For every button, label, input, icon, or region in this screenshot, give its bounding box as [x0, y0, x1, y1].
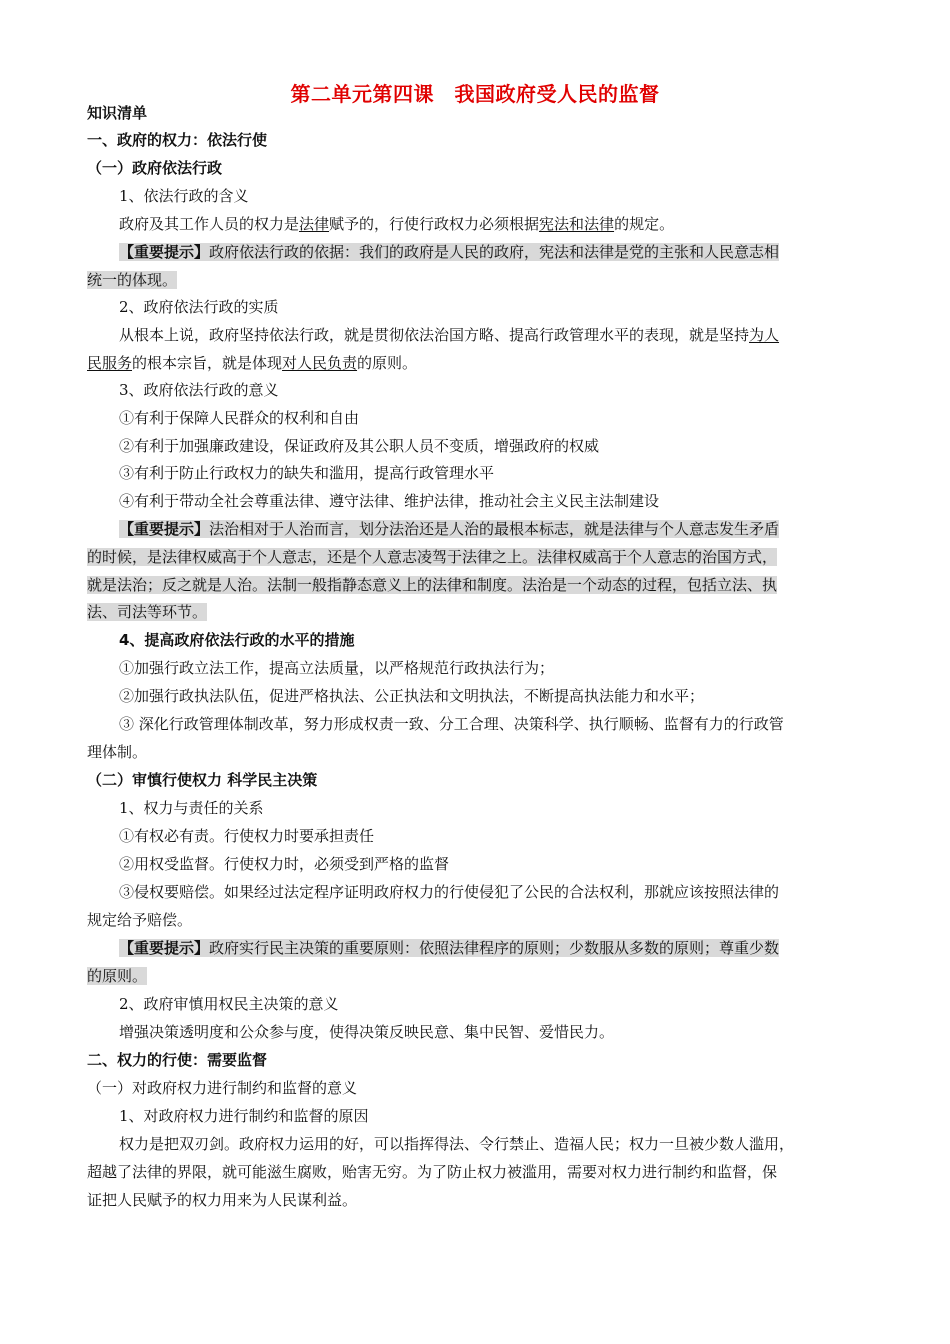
text-run: 的原则。	[357, 354, 418, 372]
section-2-heading: 二、权力的行使：需要监督	[87, 1051, 268, 1069]
underlined-term: 宪法和法律	[539, 215, 615, 233]
list-item: ②有利于加强廉政建设，保证政府及其公职人员不变质，增强政府的权威	[119, 437, 600, 455]
point-2-line-1	[119, 324, 867, 346]
point-1-title: 1、依法行政的含义	[119, 187, 249, 205]
tip-label: 【重要提示】	[119, 520, 210, 538]
tip-3-highlight	[119, 939, 779, 957]
point-1-title: 1、权力与责任的关系	[119, 799, 264, 817]
tip-text: 法治相对于人治而言，划分法治还是人治的最根本标志，就是法律与个人意志发生矛盾	[209, 520, 780, 538]
text-run: 政府及其工作人员的权力是	[119, 215, 300, 233]
point-2-title: 2、政府依法行政的实质	[119, 298, 279, 316]
tip-2-line-3	[87, 574, 867, 596]
page-title: 第二单元第四课 我国政府受人民的监督	[290, 82, 660, 106]
list-item: ③ 深化行政管理体制改革，努力形成权责一致、分工合理、决策科学、执行顺畅、监督有力的行政管	[119, 715, 784, 733]
tip-label: 【重要提示】	[119, 243, 210, 261]
tip-1-line-1	[119, 241, 867, 263]
text-run: 的规定。	[614, 215, 675, 233]
tip-2-line-2	[87, 546, 867, 568]
point-1-title: 1、对政府权力进行制约和监督的原因	[119, 1107, 369, 1125]
paragraph-line: 超越了法律的界限，就可能滋生腐败，贻害无穷。为了防止权力被滥用，需要对权力进行制约和监督，保	[87, 1163, 778, 1181]
text-run: 赋予的，行使行政权力必须根据	[329, 215, 540, 233]
tip-2-line-4	[87, 601, 867, 623]
underlined-term: 为人	[749, 326, 780, 344]
point-2-title: 2、政府审慎用权民主决策的意义	[119, 995, 339, 1013]
tip-3-line-1	[119, 937, 867, 959]
tip-label: 【重要提示】	[119, 939, 210, 957]
knowledge-list-label: 知识清单	[87, 104, 148, 122]
tip-3-line-2	[87, 965, 867, 987]
underlined-term: 民服务	[87, 354, 133, 372]
point-2-line-2	[87, 352, 867, 374]
tip-1-highlight	[119, 243, 779, 261]
tip-2-highlight	[119, 520, 779, 538]
list-item: ③有利于防止行政权力的缺失和滥用，提高行政管理水平	[119, 464, 495, 482]
tip-text: 政府实行民主决策的重要原则：依照法律程序的原则；少数服从多数的原则；尊重少数	[209, 939, 780, 957]
tip-text: 政府依法行政的依据：我们的政府是人民的政府，宪法和法律是党的主张和人民意志相	[209, 243, 780, 261]
underlined-term: 对人民负责	[282, 354, 358, 372]
list-item: ①有权必有责。行使权力时要承担责任	[119, 827, 375, 845]
list-item-continuation: 规定给予赔偿。	[87, 911, 193, 929]
point-3-title: 3、政府依法行政的意义	[119, 381, 279, 399]
underlined-term: 法律	[299, 215, 330, 233]
subsection-2-1-heading: （一）对政府权力进行制约和监督的意义	[87, 1079, 358, 1097]
subsection-1-2-heading: （二）审慎行使权力 科学民主决策	[87, 771, 318, 789]
list-item: ②用权受监督。行使权力时，必须受到严格的监督	[119, 855, 450, 873]
paragraph-line: 权力是把双刃剑。政府权力运用的好，可以指挥得法、令行禁止、造福人民；权力一旦被少数人滥用，	[119, 1135, 795, 1153]
tip-text: 的原则。	[87, 967, 148, 985]
list-item: ①有利于保障人民群众的权利和自由	[119, 409, 360, 427]
tip-text: 法、司法等环节。	[87, 603, 208, 621]
section-1-heading: 一、政府的权力：依法行使	[87, 131, 268, 149]
subsection-1-1-heading: （一）政府依法行政	[87, 159, 223, 177]
point-2-text: 增强决策透明度和公众参与度，使得决策反映民意、集中民智、爱惜民力。	[119, 1023, 615, 1041]
list-item: ②加强行政执法队伍，促进严格执法、公正执法和文明执法，不断提高执法能力和水平；	[119, 687, 705, 705]
point-1-text	[119, 213, 867, 235]
tip-1-line-2	[87, 269, 867, 291]
list-item: ①加强行政立法工作，提高立法质量，以严格规范行政执法行为；	[119, 659, 555, 677]
text-run: 的根本宗旨，就是体现	[132, 354, 283, 372]
list-item: ③侵权要赔偿。如果经过法定程序证明政府权力的行使侵犯了公民的合法权利，那就应该按照法律的	[119, 883, 780, 901]
point-4-title: 4、提高政府依法行政的水平的措施	[119, 631, 355, 649]
tip-text: 就是法治；反之就是人治。法制一般指静态意义上的法律和制度。法治是一个动态的过程，包括立法、执	[87, 576, 778, 594]
tip-2-line-1	[119, 518, 867, 540]
tip-text: 统一的体现。	[87, 271, 178, 289]
list-item-continuation: 理体制。	[87, 743, 148, 761]
text-run: 从根本上说，政府坚持依法行政，就是贯彻依法治国方略、提高行政管理水平的表现，就是坚持	[119, 326, 750, 344]
tip-text: 的时候，是法律权威高于个人意志，还是个人意志凌驾于法律之上。法律权威高于个人意志的治国方式，	[87, 548, 778, 566]
list-item: ④有利于带动全社会尊重法律、遵守法律、维护法律，推动社会主义民主法制建设	[119, 492, 660, 510]
paragraph-line: 证把人民赋予的权力用来为人民谋利益。	[87, 1191, 358, 1209]
